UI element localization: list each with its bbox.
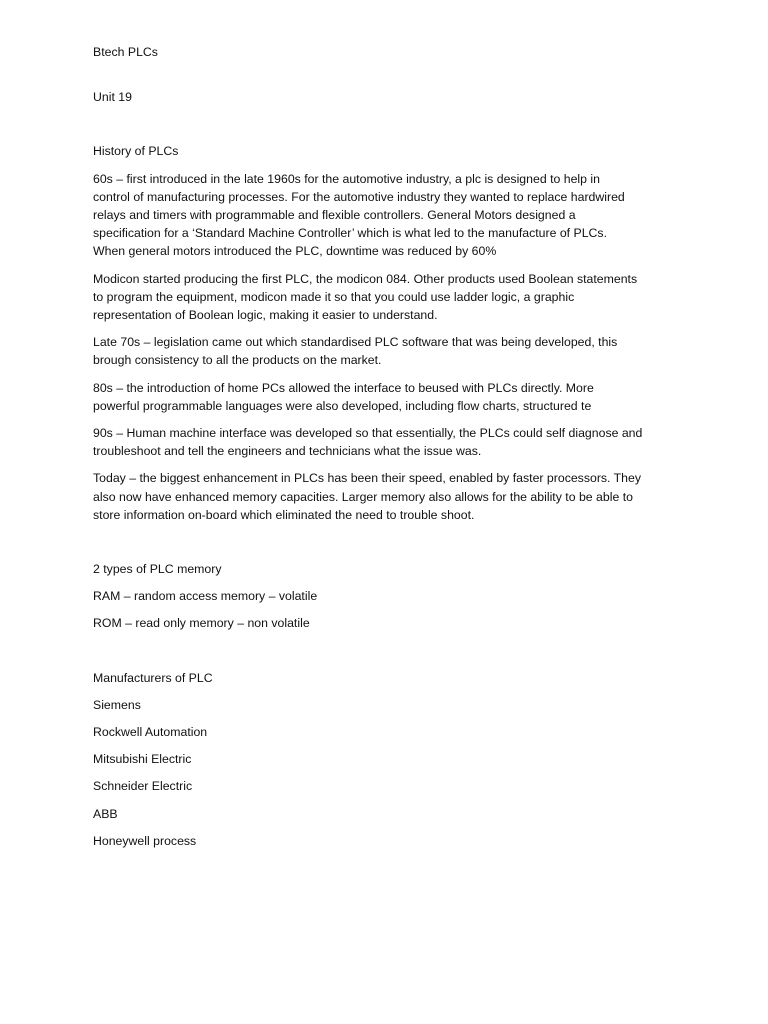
- manufacturer-item: Honeywell process: [93, 833, 197, 848]
- memory-item-ram: RAM – random access memory – volatile: [93, 589, 318, 604]
- paragraph-80s: 80s – the introduction of home PCs allowed the interface to beused with PLCs directly. More powerful programmable languages were also developed, including flow charts, structured te: [93, 380, 594, 413]
- manufacturer-item: Mitsubishi Electric: [93, 752, 192, 767]
- paragraph-60s: 60s – first introduced in the late 1960s for the automotive industry, a plc is designed to help in control of manufacturing processes. For the automotive industry they wanted to replace hardwired relays and timers with programmable and flexible controllers. General Motors designed a specification for a ‘Standard Machine Controller’ which is what led to the manufacture of PLCs. When general motors introduced the PLC, downtime was reduced by 60%: [93, 171, 625, 259]
- paragraph-90s: 90s – Human machine interface was developed so that essentially, the PLCs could self diagnose and troubleshoot and tell the engineers and technicians what the issue was.: [93, 426, 643, 459]
- manufacturer-item: ABB: [93, 806, 118, 821]
- memory-item-rom: ROM – read only memory – non volatile: [93, 616, 310, 631]
- memory-heading: 2 types of PLC memory: [93, 562, 222, 577]
- document-body: [93, 43, 673, 850]
- manufacturer-item: Rockwell Automation: [93, 725, 208, 740]
- history-heading: History of PLCs: [93, 144, 179, 159]
- paragraph-modicon: Modicon started producing the first PLC, the modicon 084. Other products used Boolean statements to program the equipment, modicon made it so that you could use ladder logic, a graphic representation of Boolean logic, making it easier to understand.: [93, 271, 638, 323]
- document-title: Btech PLCs: [93, 45, 158, 59]
- paragraph-late-70s: Late 70s – legislation came out which standardised PLC software that was being developed, this brough consistency to all the products on the market.: [93, 335, 618, 368]
- manufacturers-heading: Manufacturers of PLC: [93, 670, 213, 685]
- manufacturer-item: Siemens: [93, 697, 141, 712]
- unit-label: Unit 19: [93, 90, 132, 105]
- paragraph-today: Today – the biggest enhancement in PLCs has been their speed, enabled by faster processors. They also now have enhanced memory capacities. Larger memory also allows for the ability to be able to store information on-board which eliminated the need to trouble shoot.: [93, 471, 642, 522]
- manufacturer-item: Schneider Electric: [93, 779, 193, 794]
